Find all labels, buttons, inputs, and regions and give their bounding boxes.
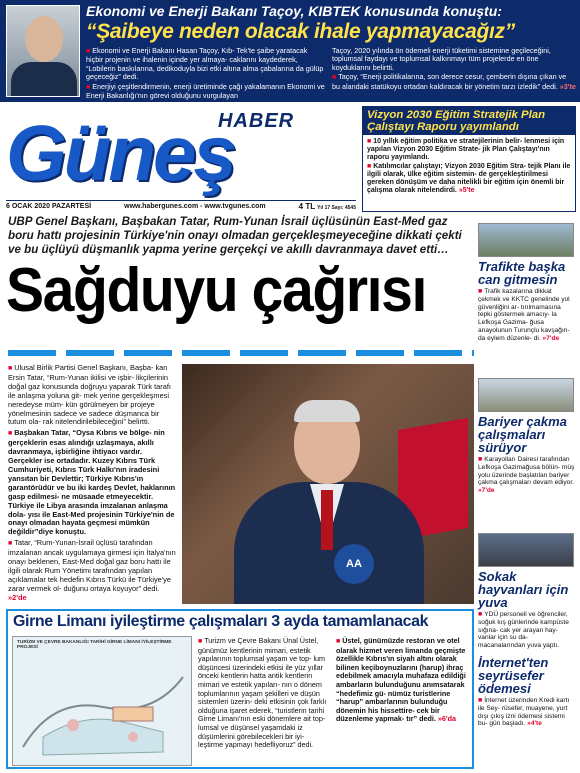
page-ref-arrow-icon: » (527, 720, 531, 728)
page-ref-arrow-icon: » (437, 714, 442, 724)
girne-col2-text: Üstel, günümüzde restoran ve otel olarak hizmet veren limanda geçmişte özellikle Kıbrıs'ın siyah altını olarak bilinen keçiboynuzlarını (harup) ihraç edebilmek amacıyla muhafaza edildiği ambarların bulunduğunu anımsatarak “hedefimiz gü- nümüz turistlerine “harup” ambarlarının bulunduğu dönemin his hissettire- cek bir düzenleme yapmak- tır” dedi. (336, 636, 466, 724)
vision-2030-box[interactable] (362, 106, 576, 212)
top-banner-col2 (332, 47, 576, 92)
bullet-icon: ■ (86, 48, 93, 55)
page-ref-arrow-icon: » (559, 81, 564, 91)
bullet-icon: ■ (478, 611, 485, 618)
harbor-plan-image (12, 636, 192, 766)
bullet-icon: ■ (332, 74, 339, 82)
lead-headline[interactable]: Sağduyu çağrısı (6, 256, 426, 325)
top-banner-col2-p1: Taçoy, 2020 yılında ön ödemeli enerji tüketimi sistemine geçileceğini, toplumsal faydayı ve toplumsal kalkınmayı tüm projelerde en öne koyduklarını belirtti. (332, 46, 551, 72)
harbor-map-drawing (13, 637, 191, 765)
lead-paragraph-2: Başbakan Tatar, “Oysa Kıbrıs ve bölge- nin gerçeklerin esas alındığı uzlaşmaya, akıllı davranmaya, işbirliğine ihtiyacı vardır. Gerçekler ise ortadadır. Kuzey Kıbrıs Türk Cumhuriyeti, Kıbrıs Türk Halkı'nın iradesini yansıtan bir Devlettir; Türkiye Kıbrıs'ın garantörüdür ve bu iki kardeş Devlet, haklarının gasp edilmesi- ne müsaade etmeyecektir. Türkiye ile Libya arasında imzalanan anlaşma dola- yısı ile East-Med projesinin Türkiye'nin de onayı olmadan hayata geçmesi mümkün değildir”diye konuştu. (8, 428, 176, 537)
vision-bullet-1: 10 yıllık eğitim politika ve stratejilerinin belir- lenmesi için yapılan Vizyon 2030 Eğitim Strate- jik Plan Çalıştayı'nın raporu yayımlandı. (367, 138, 565, 162)
blue-dash-divider (8, 350, 474, 356)
bullet-icon: ■ (8, 430, 15, 438)
sidebar-headline: Bariyer çakma çalışmaları sürüyor (478, 414, 567, 455)
page-ref-arrow-icon: » (542, 334, 547, 342)
sidebar-text: Trafik kazalarına dikkat çekmek ve KKTC genelinde yol güvenliğini ar- tırılmamasına tepki göstermek amacıy- la Lefkoşa Gazima- ğusa anayolunun Turunçlu kavşağın- da eylem düzenle- di. (478, 288, 570, 342)
bullet-icon: ■ (86, 83, 93, 91)
page-ref-arrow-icon: » (8, 592, 13, 602)
lead-paragraph-1: Ulusal Birlik Partisi Genel Başkanı, Başba- kan Ersin Tatar, “Rum-Yunan ikilisi ve işbir- likçilerinin doğal gaz konusunda doğruyu yaparak Türk tarafı ile anlaşma yoluna git- mek yerine gerçekleşmesi neredeyse müm- kün görülmeyen bir projeye yönelmesinin sadece ve sadece düşmanca bir tutum ola- rak nitelendirilebileceğini” belirtti. (8, 363, 171, 427)
girne-col1-text: Turizm ve Çevre Bakanı Ünal Üstel, günümüz kentlerinin mimari, estetik yapılarının toplumsal yaşam ve top- lum düşüncesi üzerindeki etkisi ile yüz yıllar önceki kentlerin hatta antik kentlerin mimari ve estetik yapıları- nın o dönem toplumlarının yaşam şekilleri ve düşün sistemleri üzerin- deki etkisinin çok farklı olduğuna işaret ederek, “turistlerin tarihi Girne Limanı'nın eski dönemlere ait top- lumsal ve düşünsel yaşamdaki iz düşümlerini görebilecekleri bir iyi- leştirme yapmayı hedefliyoruz” dedi. (198, 636, 327, 750)
top-banner-page-ref[interactable]: 3'te (563, 81, 576, 91)
bullet-icon: ■ (367, 138, 374, 145)
bullet-icon: ■ (478, 697, 485, 704)
prime-minister-photo[interactable] (182, 364, 474, 604)
top-banner-col1-p1: Ekonomi ve Enerji Bakanı Hasan Taçoy, Kıb- Tek'te şaibe yaratacak hiçbir projenin ve ihalenin içinde yer almaya- caklarını kaydederek, “Lobilerin baskılarına, dedikoduyla bizi etki altına alma çabalarına da gülüp geçeceğiz” dedi. (86, 46, 324, 82)
bullet-icon: ■ (8, 365, 15, 372)
sidebar-story-barrier[interactable] (478, 378, 576, 495)
issue-number: Yıl 17 Sayı: 4545 (317, 205, 356, 211)
page-ref-arrow-icon: » (458, 187, 463, 195)
sidebar-page-ref[interactable]: 7'de (481, 487, 495, 495)
price: 4 TL (298, 202, 316, 211)
lead-page-ref[interactable]: 2'de (12, 592, 27, 602)
sidebar-story-internet[interactable] (478, 653, 576, 728)
harbor-plan-caption: TURİZM VE ÇEVRE BAKANLIĞI TARİHİ GİRNE LİMANI İYİLEŞTİRME PROJESİ (17, 640, 172, 650)
top-banner-col1-p2: Enerjiyi çeşitlendirmenin, enerji üretiminde çağı yakalamanın Ekonomi ve Enerji Bakanlığı'nın görevi olduğunu vurgulayan (86, 81, 325, 101)
sidebar-text: Karayolları Dairesi tarafından Lefkoşa Gazimağusa bölün- müş yolu üzerinde başlatılan bariyer çakma çalışmaları devam ediyor. (478, 456, 575, 487)
sidebar-headline: İnternet'ten seyrüsefer ödemesi (478, 655, 549, 696)
barrier-photo (478, 378, 574, 412)
tie-shape (321, 490, 333, 550)
lead-subheadline: UBP Genel Başkanı, Başbakan Tatar, Rum-Yunan İsrail üçlüsünün East-Med gaz boru hattı projesinin Türkiye'nin onayı olmadan gerçekleşmeyeceğine dikkati çekti ve bu üçlüyü düşmanlık yapma yerine gerçekçi ve akıllı davranmaya davet etti… (8, 215, 462, 256)
microphone-icon: AA (334, 544, 374, 584)
page-ref-arrow-icon: » (478, 487, 482, 495)
girne-harbor-story[interactable] (6, 609, 474, 769)
vision-headline: Vizyon 2030 Eğitim Stratejik Plan Çalıştayı Raporu yayımlandı (363, 107, 575, 135)
students-photo (478, 533, 574, 567)
bullet-icon: ■ (478, 456, 485, 463)
top-banner-headline[interactable]: “Şaibeye neden olacak ihale yapmayacağız” (86, 20, 515, 43)
top-banner-col2-p2: Taçoy, “Enerji politikalarına, son derece cesur, çemberin dışına çıkan ve bu alandaki statükoyu ortadan kaldıracak bir yönetim tarzı izledik” dedi. (332, 72, 567, 91)
girne-col1 (198, 637, 330, 750)
traffic-protest-photo (478, 223, 574, 257)
sidebar-headline: Sokak hayvanları için yuva (478, 569, 569, 610)
vision-body (363, 135, 575, 198)
lead-body (8, 364, 178, 605)
sidebar-headline: Trafikte başka can gitmesin (478, 259, 566, 287)
top-banner-kicker: Ekonomi ve Enerji Bakanı Taçoy, KIBTEK konusunda konuştu: (86, 3, 502, 19)
bullet-icon: ■ (367, 162, 374, 170)
bullet-icon: ■ (198, 638, 205, 645)
logo-haber[interactable]: HABER (218, 110, 295, 132)
vision-page-ref[interactable]: 5'te (462, 187, 475, 195)
websites[interactable]: www.habergunes.com - www.tvgunes.com (124, 203, 266, 210)
vision-bullet-2: Katılımcılar çalıştayı; Vizyon 2030 Eğitim Stra- tejik Planı ile ilgili olarak, ülke eğitim sistemin- de gerçekleştirilmesi gereken dönüşüm ve daha nitelikli bir eğitim için önemli bir çalışma olarak nitelendirdi. (367, 162, 571, 195)
sidebar-text: YDÜ personeli ve öğrenciler, soğuk kış günlerinde kampüste sığına- cak yer arayan hay- vanlar için su da- macanalarından yuva yaptı. (478, 611, 569, 650)
sidebar-page-ref[interactable]: 4'te (530, 720, 542, 728)
bullet-icon: ■ (336, 638, 343, 645)
sidebar-story-animals[interactable] (478, 533, 576, 650)
top-banner-col1 (86, 47, 326, 101)
logo-gunes[interactable]: Güneş (6, 109, 234, 197)
hair-shape (294, 400, 360, 422)
girne-col2 (336, 637, 470, 724)
minister-photo (6, 5, 80, 97)
dateline (6, 200, 356, 212)
sidebar-page-ref[interactable]: 7'de (546, 334, 560, 342)
girne-page-ref[interactable]: 6'da (441, 714, 456, 724)
sidebar-text: İnternet üzerinden Kredi kartı ile Sey- rüsefer, muayene, yurt dışı çıkış izni ödemesi sistemi bu- gün başladı. (478, 697, 570, 728)
lead-paragraph-3: Tatar, “Rum-Yunan-İsrail üçlüsü tarafından imzalanan ancak uygulamaya girmesi için İtalya'nın onayı beklenen, East-Med doğal gaz boru hattı ile ilgili olarak Rum Yönetimi tarafından yapılan açıklamalar tek hedefin Kıbrıs Türkü ile Türkiye'ye zarar vermek ol- duğunu ortaya koyuyor” dedi. (8, 538, 176, 593)
bullet-icon: ■ (8, 540, 15, 548)
issue-date: 6 OCAK 2020 PAZARTESİ (6, 203, 92, 210)
girne-headline: Girne Limanı iyileştirme çalışmaları 3 ayda tamamlanacak (13, 613, 429, 630)
sidebar-story-traffic[interactable] (478, 223, 576, 343)
bullet-icon: ■ (478, 288, 485, 295)
